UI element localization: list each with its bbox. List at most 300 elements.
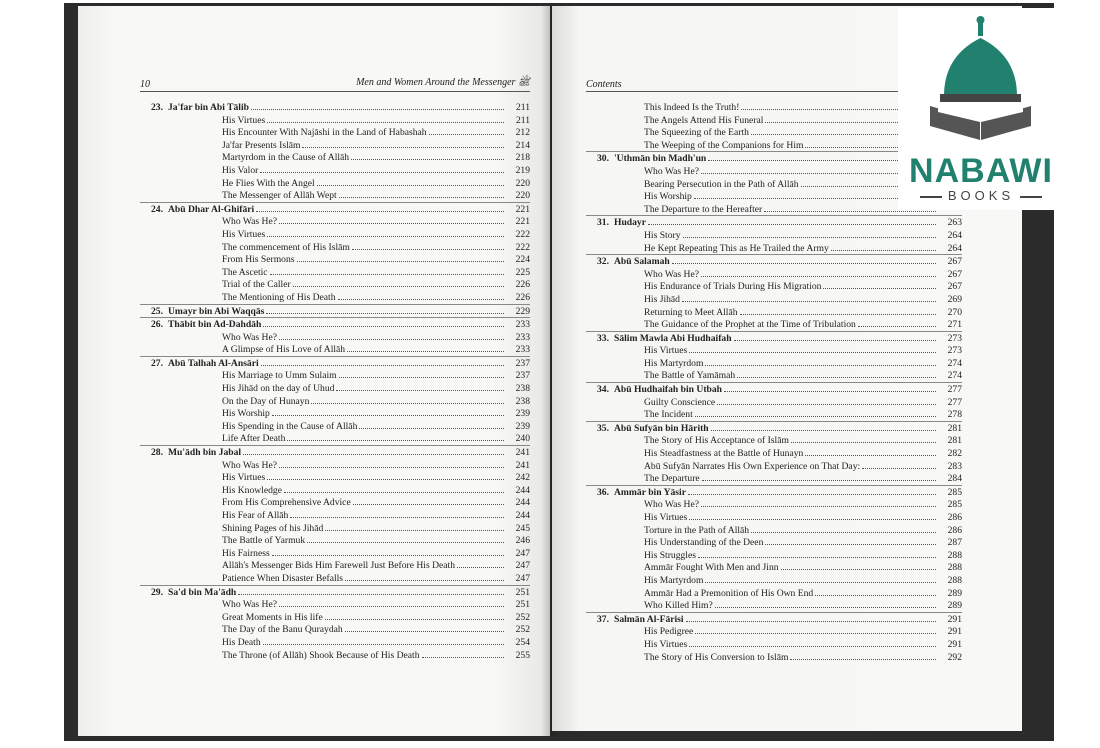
toc-entry-page: 264	[947, 229, 962, 241]
toc-entry-page: 244	[515, 497, 530, 509]
toc-leader-dots	[359, 420, 504, 429]
toc-entry-page: 281	[947, 422, 962, 434]
toc-section-entry	[140, 598, 530, 611]
toc-leader-dots	[688, 486, 936, 495]
toc-entry-page: 245	[515, 522, 530, 534]
toc-section-entry	[140, 382, 530, 395]
toc-leader-dots	[740, 306, 936, 315]
toc-leader-dots	[717, 396, 936, 405]
toc-section-entry	[140, 189, 530, 202]
toc-leader-dots	[279, 215, 504, 224]
toc-leader-dots	[724, 383, 936, 392]
toc-leader-dots	[672, 255, 936, 264]
toc-leader-dots	[256, 203, 504, 212]
toc-leader-dots	[715, 599, 936, 608]
toc-leader-dots	[737, 369, 936, 378]
toc-entry-number: 29.	[151, 586, 163, 598]
toc-leader-dots	[429, 126, 504, 135]
toc-section-entry	[586, 293, 962, 306]
toc-entry-title: Who Was He?	[222, 331, 277, 343]
toc-entry-title: His Fairness	[222, 547, 270, 559]
left-toc-list	[140, 101, 530, 661]
toc-section-entry	[586, 460, 962, 473]
toc-leader-dots	[267, 471, 504, 480]
toc-entry-title: Who Was He?	[644, 499, 699, 511]
toc-entry-page: 285	[947, 499, 962, 511]
toc-entry-title: Who Was He?	[644, 165, 699, 177]
toc-entry-title: Abū Dhar Al-Ghifāri	[168, 203, 255, 215]
toc-leader-dots	[270, 266, 504, 275]
toc-entry-title: His Marriage to Umm Sulaim	[222, 370, 337, 382]
toc-section-entry	[140, 126, 530, 139]
toc-entry-page: 247	[515, 560, 530, 572]
toc-section-entry	[140, 291, 530, 304]
toc-entry-title: He Flies With the Angel	[222, 177, 315, 189]
left-page-number: 10	[140, 79, 150, 90]
toc-entry-page: 288	[947, 562, 962, 574]
toc-entry-title: His Virtues	[644, 512, 688, 523]
toc-entry-page: 242	[515, 472, 530, 484]
toc-entry-number: 31.	[597, 217, 609, 229]
toc-entry-title: Trial of the Caller	[222, 279, 291, 291]
toc-leader-dots	[705, 574, 936, 583]
toc-leader-dots	[339, 189, 504, 198]
toc-section-entry	[140, 484, 530, 497]
toc-section-entry	[586, 447, 962, 460]
toc-chapter-entry	[586, 485, 962, 499]
left-page	[78, 6, 550, 736]
toc-entry-page: 289	[947, 600, 962, 612]
toc-entry-title: His Jihād	[644, 293, 680, 305]
toc-leader-dots	[682, 293, 936, 302]
toc-entry-page: 271	[947, 319, 962, 331]
toc-chapter-entry	[140, 445, 530, 459]
toc-section-entry	[586, 434, 962, 447]
toc-section-entry	[586, 587, 962, 600]
toc-entry-title: His Spending in the Cause of Allāh	[222, 420, 358, 432]
toc-section-entry	[140, 559, 530, 572]
toc-leader-dots	[858, 318, 936, 327]
toc-entry-page: 239	[515, 408, 530, 420]
toc-section-entry	[140, 151, 530, 164]
toc-entry-title: His Struggles	[644, 549, 696, 561]
toc-entry-title: The Throne (of Allāh) Shook Because of His Death	[222, 649, 420, 661]
toc-section-entry	[140, 420, 530, 433]
toc-entry-page: 267	[947, 268, 962, 280]
toc-leader-dots	[805, 447, 936, 456]
toc-entry-page: 218	[515, 152, 530, 164]
toc-entry-title: Abū Sufyān Narrates His Own Experience on That Day:	[644, 460, 861, 472]
toc-entry-number: 23.	[151, 102, 163, 113]
toc-section-entry	[140, 343, 530, 356]
toc-entry-number: 34.	[597, 384, 609, 396]
toc-section-entry	[586, 472, 962, 485]
toc-section-entry	[140, 228, 530, 241]
toc-entry-title: His Martyrdom	[644, 357, 704, 369]
toc-chapter-entry	[140, 202, 530, 216]
toc-entry-page: 224	[515, 254, 530, 266]
toc-section-entry	[586, 498, 962, 511]
toc-section-entry	[586, 536, 962, 549]
toc-chapter-entry	[140, 101, 530, 114]
toc-section-entry	[586, 280, 962, 293]
toc-entry-title: Who Killed Him?	[644, 600, 713, 612]
toc-section-entry	[140, 509, 530, 522]
toc-leader-dots	[648, 216, 936, 225]
toc-entry-title: The Angels Attend His Funeral	[644, 114, 764, 126]
toc-entry-page: 286	[947, 524, 962, 536]
toc-entry-page: 219	[515, 164, 530, 176]
toc-entry-page: 237	[515, 370, 530, 382]
toc-leader-dots	[293, 278, 504, 287]
toc-entry-page: 212	[515, 127, 530, 139]
toc-entry-title: The commencement of His Islām	[222, 241, 350, 253]
toc-leader-dots	[272, 547, 504, 556]
toc-section-entry	[140, 331, 530, 344]
toc-section-entry	[140, 534, 530, 547]
toc-section-entry	[140, 611, 530, 624]
toc-entry-title: Life After Death	[222, 433, 286, 445]
toc-section-entry	[586, 268, 962, 281]
toc-section-entry	[586, 524, 962, 537]
toc-chapter-entry	[586, 612, 962, 626]
toc-entry-title: His Jihād on the day of Uhud	[222, 383, 335, 395]
toc-leader-dots	[791, 434, 936, 443]
toc-entry-page: 238	[515, 395, 530, 407]
toc-entry-page: 283	[947, 460, 962, 472]
toc-section-entry	[586, 625, 962, 638]
toc-leader-dots	[325, 522, 504, 531]
toc-entry-page: 273	[947, 345, 962, 357]
toc-leader-dots	[831, 242, 936, 251]
toc-leader-dots	[705, 357, 936, 366]
toc-entry-title: His Valor	[222, 164, 259, 176]
toc-leader-dots	[251, 101, 504, 110]
toc-entry-page: 238	[515, 383, 530, 395]
toc-leader-dots	[311, 395, 504, 404]
toc-leader-dots	[751, 524, 936, 533]
toc-entry-title: Great Moments in His life	[222, 611, 323, 623]
toc-entry-page: 277	[947, 384, 962, 396]
toc-entry-title: Ammār bin Yāsir	[614, 486, 686, 498]
toc-leader-dots	[702, 472, 936, 481]
toc-leader-dots	[689, 511, 936, 520]
toc-entry-page: 246	[515, 535, 530, 547]
toc-entry-title: The Story of His Acceptance of Islām	[644, 435, 789, 447]
toc-entry-page: 247	[515, 572, 530, 584]
toc-entry-title: Torture in the Path of Allāh	[644, 524, 750, 536]
toc-section-entry	[140, 395, 530, 408]
toc-entry-number: 26.	[151, 319, 163, 331]
toc-leader-dots	[238, 586, 504, 595]
toc-entry-page: 291	[947, 626, 962, 638]
toc-entry-page: 244	[515, 484, 530, 496]
toc-leader-dots	[272, 407, 504, 416]
toc-entry-page: 220	[515, 177, 530, 189]
toc-section-entry	[140, 253, 530, 266]
toc-section-entry	[140, 547, 530, 560]
toc-section-entry	[586, 396, 962, 409]
toc-entry-number: 36.	[597, 486, 609, 498]
toc-section-entry	[140, 623, 530, 636]
toc-leader-dots	[823, 280, 936, 289]
toc-entry-page: 229	[515, 305, 530, 317]
toc-entry-page: 221	[515, 203, 530, 215]
mosque-dome-book-icon	[898, 8, 1064, 148]
toc-section-entry	[586, 344, 962, 357]
toc-leader-dots	[302, 139, 504, 148]
toc-leader-dots	[260, 164, 504, 173]
toc-leader-dots	[338, 291, 504, 300]
toc-entry-title: On the Day of Hunayn	[222, 395, 310, 407]
toc-leader-dots	[263, 318, 504, 327]
toc-entry-title: Abū Hudhaifah bin Utbah	[614, 384, 722, 396]
toc-entry-page: 289	[947, 587, 962, 599]
toc-section-entry	[586, 651, 962, 664]
toc-entry-title: His Worship	[222, 408, 270, 420]
toc-section-entry	[140, 572, 530, 585]
toc-leader-dots	[686, 613, 936, 622]
toc-entry-title: The Ascetic	[222, 266, 268, 278]
toc-section-entry	[586, 638, 962, 651]
toc-entry-page: 277	[947, 396, 962, 408]
toc-leader-dots	[325, 611, 504, 620]
toc-entry-page: 241	[515, 447, 530, 459]
toc-entry-page: 287	[947, 537, 962, 549]
toc-chapter-entry	[586, 421, 962, 435]
toc-leader-dots	[422, 649, 504, 658]
toc-entry-title: Returning to Meet Allāh	[644, 306, 738, 318]
toc-entry-number: 37.	[597, 613, 609, 625]
toc-entry-title: From His Sermons	[222, 254, 295, 266]
toc-entry-title: Guilty Conscience	[644, 396, 716, 408]
toc-leader-dots	[336, 382, 504, 391]
toc-entry-number: 35.	[597, 422, 609, 434]
toc-entry-page: 226	[515, 279, 530, 291]
toc-entry-title: Abū Sufyān bin Hārith	[614, 422, 709, 434]
toc-leader-dots	[689, 344, 936, 353]
toc-entry-title: Ja'far Presents Islām	[222, 139, 301, 151]
toc-section-entry	[140, 459, 530, 472]
right-running-title: Contents	[586, 79, 622, 90]
toc-leader-dots	[284, 484, 504, 493]
toc-section-entry	[140, 496, 530, 509]
toc-entry-title: His Virtues	[644, 638, 688, 650]
toc-leader-dots	[351, 151, 504, 160]
toc-entry-title: The Squeezing of the Earth	[644, 127, 749, 139]
toc-entry-number: 27.	[151, 357, 163, 369]
toc-leader-dots	[701, 498, 936, 507]
toc-entry-title: Salmān Al-Fārisi	[614, 613, 684, 625]
toc-entry-page: 251	[515, 599, 530, 611]
toc-entry-title: Umayr bin Abi Waqqās	[168, 305, 265, 317]
toc-entry-page: 251	[515, 586, 530, 598]
toc-chapter-entry	[586, 254, 962, 268]
toc-entry-title: The Departure to the Hereafter	[644, 203, 763, 215]
toc-leader-dots	[345, 572, 504, 581]
toc-leader-dots	[267, 228, 504, 237]
toc-entry-page: 288	[947, 549, 962, 561]
toc-section-entry	[586, 561, 962, 574]
toc-entry-title: The Battle of Yamāmah	[644, 370, 736, 382]
toc-section-entry	[586, 549, 962, 562]
toc-entry-page: 222	[515, 241, 530, 253]
toc-entry-title: Bearing Persecution in the Path of Allāh	[644, 178, 799, 190]
toc-leader-dots	[279, 459, 504, 468]
toc-entry-title: His Virtues	[644, 345, 688, 357]
toc-leader-dots	[352, 241, 504, 250]
toc-leader-dots	[695, 408, 936, 417]
toc-leader-dots	[353, 496, 504, 505]
toc-entry-page: 252	[515, 624, 530, 636]
toc-leader-dots	[279, 598, 504, 607]
toc-entry-title: His Knowledge	[222, 484, 282, 496]
toc-leader-dots	[781, 561, 936, 570]
toc-entry-page: 263	[947, 217, 962, 229]
toc-entry-page: 239	[515, 420, 530, 432]
toc-entry-title: Sālim Mawla Abi Hudhaifah	[614, 332, 732, 344]
toc-leader-dots	[695, 625, 936, 634]
toc-entry-page: 284	[947, 473, 962, 485]
toc-section-entry	[140, 177, 530, 190]
toc-entry-number: 24.	[151, 203, 163, 215]
toc-entry-page: 255	[515, 649, 530, 661]
toc-entry-title: Who Was He?	[222, 459, 277, 471]
toc-entry-page: 285	[947, 486, 962, 498]
toc-section-entry	[586, 511, 962, 524]
toc-entry-page: 286	[947, 512, 962, 523]
toc-entry-title: From His Comprehensive Advice	[222, 497, 351, 509]
toc-section-entry	[586, 357, 962, 370]
toc-section-entry	[140, 266, 530, 279]
toc-leader-dots	[266, 305, 504, 314]
toc-entry-page: 273	[947, 332, 962, 344]
toc-entry-title: His Virtues	[222, 114, 266, 126]
toc-leader-dots	[862, 460, 936, 469]
toc-chapter-entry	[140, 304, 530, 318]
toc-leader-dots	[815, 587, 936, 596]
toc-entry-title: His Pedigree	[644, 626, 694, 638]
toc-entry-number: 30.	[597, 153, 609, 165]
toc-entry-title: Allāh's Messenger Bids Him Farewell Just Before His Death	[222, 560, 456, 572]
toc-entry-page: 237	[515, 357, 530, 369]
toc-leader-dots	[261, 357, 504, 366]
toc-chapter-entry	[140, 356, 530, 370]
logo-brand-name: NABAWI	[909, 152, 1053, 190]
toc-section-entry	[140, 139, 530, 152]
toc-section-entry	[140, 369, 530, 382]
toc-leader-dots	[317, 177, 504, 186]
toc-entry-page: 214	[515, 139, 530, 151]
toc-entry-title: His Worship	[644, 191, 692, 203]
toc-entry-title: His Encounter With Najāshi in the Land of Habashah	[222, 127, 427, 139]
toc-section-entry	[140, 407, 530, 420]
toc-section-entry	[140, 471, 530, 484]
toc-entry-title: His Virtues	[222, 472, 266, 484]
toc-entry-title: Mu'ādh bin Jabal	[168, 447, 242, 459]
toc-entry-title: Thābit bin Ad-Dahdāh	[168, 319, 262, 331]
toc-entry-page: 291	[947, 613, 962, 625]
toc-entry-page: 274	[947, 357, 962, 369]
toc-entry-page: 244	[515, 510, 530, 521]
toc-leader-dots	[790, 651, 936, 660]
toc-entry-title: His Story	[644, 229, 681, 241]
toc-section-entry	[140, 278, 530, 291]
toc-section-entry	[586, 306, 962, 319]
logo-brand-subtitle: BOOKS	[898, 188, 1064, 203]
toc-entry-page: 264	[947, 242, 962, 254]
toc-leader-dots	[339, 369, 504, 378]
toc-entry-title: The Messenger of Allāh Wept	[222, 190, 337, 202]
toc-entry-page: 233	[515, 319, 530, 331]
toc-entry-title: 'Uthmān bin Madh'un	[614, 153, 707, 165]
toc-leader-dots	[243, 446, 504, 455]
toc-entry-page: 241	[515, 459, 530, 471]
toc-entry-title: Who Was He?	[222, 599, 277, 611]
toc-leader-dots	[263, 636, 504, 645]
toc-entry-title: The Incident	[644, 409, 693, 421]
toc-entry-number: 32.	[597, 256, 609, 268]
toc-entry-page: 291	[947, 638, 962, 650]
nabawi-books-logo	[898, 8, 1064, 210]
toc-entry-title: Patience When Disaster Befalls	[222, 572, 344, 584]
toc-entry-title: Ammār Fought With Men and Jinn	[644, 562, 779, 574]
toc-entry-page: 267	[947, 256, 962, 268]
toc-entry-page: 222	[515, 228, 530, 240]
toc-section-entry	[140, 241, 530, 254]
toc-entry-page: 274	[947, 370, 962, 382]
toc-entry-page: 211	[515, 114, 530, 126]
toc-section-entry	[140, 432, 530, 445]
toc-entry-title: Who Was He?	[644, 268, 699, 280]
toc-entry-title: This Indeed Is the Truth!	[644, 102, 740, 113]
toc-entry-title: He Kept Repeating This as He Trailed the Army	[644, 242, 829, 254]
toc-section-entry	[586, 242, 962, 255]
toc-leader-dots	[689, 638, 936, 647]
toc-section-entry	[140, 164, 530, 177]
toc-entry-page: 270	[947, 306, 962, 318]
toc-leader-dots	[345, 623, 504, 632]
toc-entry-page: 269	[947, 293, 962, 305]
toc-section-entry	[586, 369, 962, 382]
toc-entry-page: 225	[515, 266, 530, 278]
left-running-title: Men and Women Around the Messenger ﷺ	[356, 77, 530, 88]
toc-entry-title: His Fear of Allāh	[222, 510, 289, 521]
toc-section-entry	[586, 229, 962, 242]
toc-section-entry	[140, 649, 530, 662]
toc-entry-page: 247	[515, 547, 530, 559]
toc-leader-dots	[297, 253, 505, 262]
toc-leader-dots	[457, 559, 504, 568]
toc-entry-page: 278	[947, 409, 962, 421]
toc-entry-page: 240	[515, 433, 530, 445]
toc-section-entry	[586, 599, 962, 612]
toc-section-entry	[140, 636, 530, 649]
toc-entry-page: 226	[515, 291, 530, 303]
toc-entry-page: 233	[515, 331, 530, 343]
toc-section-entry	[140, 114, 530, 127]
toc-chapter-entry	[586, 331, 962, 345]
toc-entry-title: The Day of the Banu Quraydah	[222, 624, 343, 636]
toc-leader-dots	[279, 331, 504, 340]
toc-leader-dots	[347, 343, 504, 352]
toc-leader-dots	[711, 422, 936, 431]
toc-entry-title: The Story of His Conversion to Islām	[644, 651, 789, 663]
toc-entry-title: Abū Talhah Al-Ansāri	[168, 357, 259, 369]
toc-entry-title: His Virtues	[222, 228, 266, 240]
toc-entry-page: 233	[515, 344, 530, 356]
toc-section-entry	[586, 318, 962, 331]
